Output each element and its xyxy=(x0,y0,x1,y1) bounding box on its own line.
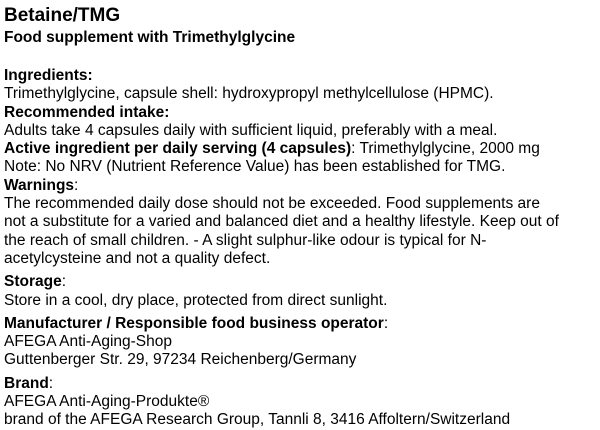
manufacturer-colon: : xyxy=(383,314,389,332)
brand-heading: Brand xyxy=(4,374,49,392)
recommended-intake-text: Adults take 4 capsules daily with sufficient liquid, preferably with a meal. xyxy=(4,121,498,139)
active-ingredient-heading: Active ingredient per daily serving (4 capsules) xyxy=(4,140,352,158)
active-ingredient-section xyxy=(4,140,596,177)
brand-heading-line xyxy=(4,375,596,393)
warnings-heading-line xyxy=(4,177,596,195)
manufacturer-name: AFEGA Anti-Aging-Shop xyxy=(4,333,173,351)
storage-heading-line xyxy=(4,273,596,291)
warnings-heading: Warnings xyxy=(4,176,75,194)
warnings-line: The recommended daily dose should not be exceeded. Food supplements are xyxy=(4,195,540,213)
active-ingredient-note: Note: No NRV (Nutrient Reference Value) has been established for TMG. xyxy=(4,158,506,176)
ingredients-section xyxy=(4,67,596,104)
storage-heading: Storage xyxy=(4,273,62,291)
manufacturer-section xyxy=(4,315,596,370)
product-subtitle: Food supplement with Trimethylglycine xyxy=(4,29,296,46)
active-ingredient-value: : Trimethylglycine, 2000 mg xyxy=(351,140,540,158)
warnings-line: the reach of small children. - A slight sulphur-like odour is typical for N- xyxy=(4,231,487,249)
brand-section xyxy=(4,375,596,430)
warnings-line: not a substitute for a varied and balanced diet and a healthy lifestyle. Keep out of xyxy=(4,213,559,231)
label-document xyxy=(4,0,596,430)
warnings-section xyxy=(4,177,596,268)
brand-description: brand of the AFEGA Research Group, Tannli 8, 3416 Affoltern/Switzerland xyxy=(4,411,511,429)
product-title: Betaine/TMG xyxy=(4,5,121,26)
warnings-colon: : xyxy=(74,176,79,194)
recommended-intake-heading: Recommended intake: xyxy=(4,103,170,121)
recommended-intake-section xyxy=(4,104,596,141)
storage-colon: : xyxy=(61,273,67,291)
ingredients-text: Trimethylglycine, capsule shell: hydroxypropyl methylcellulose (HPMC). xyxy=(4,85,494,103)
active-ingredient-line xyxy=(4,140,596,158)
manufacturer-heading: Manufacturer / Responsible food business operator xyxy=(4,314,384,332)
manufacturer-heading-line xyxy=(4,315,596,333)
warnings-line: acetylcysteine and not a quality defect. xyxy=(4,249,271,267)
ingredients-heading: Ingredients: xyxy=(4,67,93,84)
brand-name: AFEGA Anti-Aging-Produkte® xyxy=(4,393,210,411)
manufacturer-address: Guttenberger Str. 29, 97234 Reichenberg/Germany xyxy=(4,351,357,369)
storage-text: Store in a cool, dry place, protected from direct sunlight. xyxy=(4,291,388,309)
brand-colon: : xyxy=(48,374,54,392)
storage-section xyxy=(4,273,596,310)
